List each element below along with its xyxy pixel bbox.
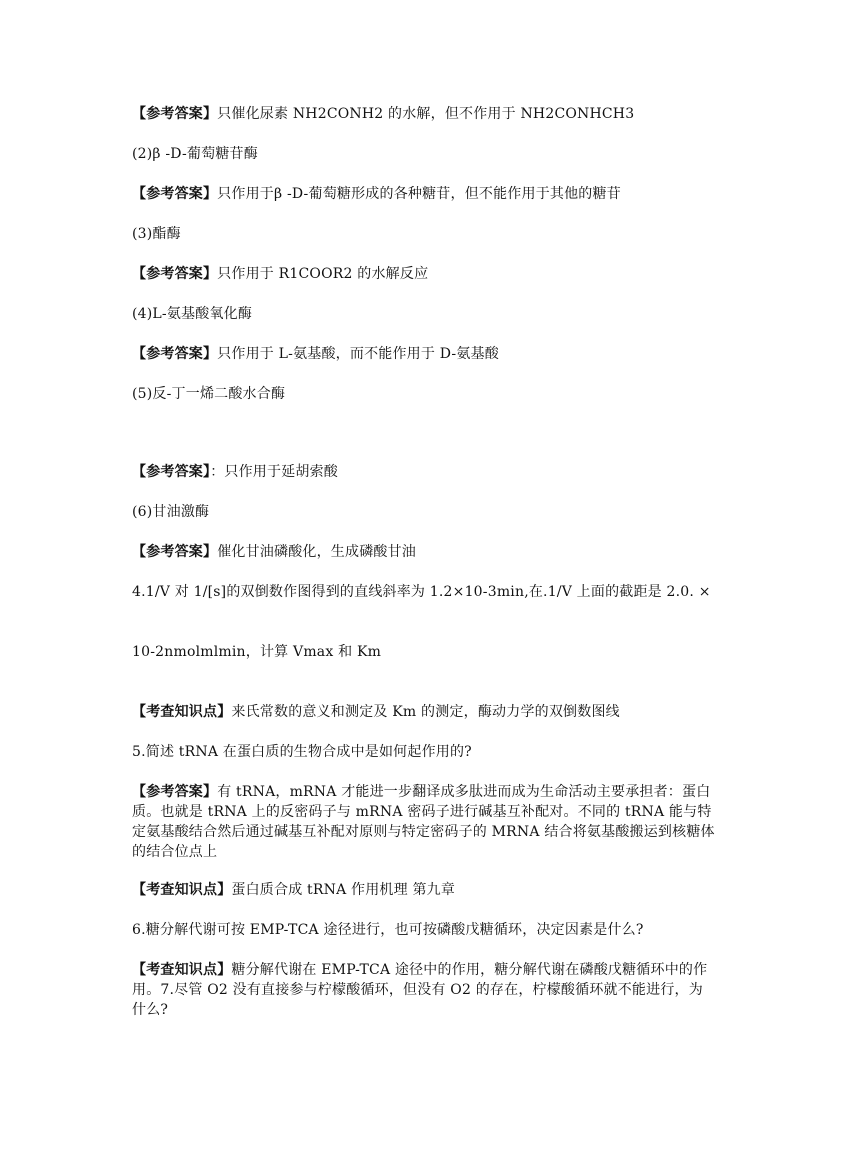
answer-text: ：只作用于延胡索酸 bbox=[210, 464, 339, 480]
question-item-4 bbox=[132, 304, 716, 324]
question-text: (5)反-丁一烯二酸水合酶 bbox=[132, 386, 286, 402]
knowledge-point-line-1 bbox=[132, 702, 716, 722]
answer-tag: 【参考答案】 bbox=[132, 464, 211, 480]
answer-text: 只作用于 L-氨基酸，而不能作用于 D-氨基酸 bbox=[217, 346, 499, 362]
answer-text: 有 tRNA，mRNA 才能进一步翻译成多肽进而成为生命活动主要承担者：蛋白质。也就是 tRNA 上的反密码子与 mRNA 密码子进行碱基互补配对。不同的 tRNA 能与特定氨基酸结合然后通过碱基互补配对原则与特定密码子的 MRNA 结合将氨基酸搬运到核糖体的结合位点上 bbox=[132, 784, 715, 860]
answer-text: 只作用于 R1COOR2 的水解反应 bbox=[217, 266, 429, 282]
question-4 bbox=[132, 582, 716, 602]
knowledge-tag: 【考查知识点】 bbox=[132, 962, 232, 978]
answer-tag: 【参考答案】 bbox=[132, 346, 218, 362]
question-text: 4.1/V 对 1/[s]的双倒数作图得到的直线斜率为 1.2×10-3min,在.1/V 上面的截距是 2.0. × bbox=[132, 584, 711, 600]
answer-tag: 【参考答案】 bbox=[132, 784, 218, 800]
knowledge-point-paragraph-6 bbox=[132, 960, 716, 1020]
answer-tag: 【参考答案】 bbox=[132, 106, 218, 122]
answer-text: 只作用于β -D-葡萄糖形成的各种糖苷，但不能作用于其他的糖苷 bbox=[217, 186, 621, 202]
question-item-5 bbox=[132, 384, 716, 404]
question-6 bbox=[132, 920, 716, 940]
knowledge-point-line-2 bbox=[132, 880, 716, 900]
question-item-3 bbox=[132, 224, 716, 244]
knowledge-tag: 【考查知识点】 bbox=[132, 882, 232, 898]
answer-line-3 bbox=[132, 264, 716, 284]
question-4-continued bbox=[132, 642, 716, 662]
knowledge-text: 糖分解代谢在 EMP-TCA 途径中的作用，糖分解代谢在磷酸戊糖循环中的作用。7.尽管 O2 没有直接参与柠檬酸循环，但没有 O2 的存在，柠檬酸循环就不能进行，为什么? bbox=[132, 962, 708, 1018]
answer-paragraph-5 bbox=[132, 782, 716, 862]
question-text: (4)L-氨基酸氧化酶 bbox=[132, 306, 253, 322]
answer-line-6 bbox=[132, 542, 716, 562]
question-5 bbox=[132, 742, 716, 762]
question-text: (2)β -D-葡萄糖苷酶 bbox=[132, 146, 258, 162]
question-item-6 bbox=[132, 502, 716, 522]
answer-line-4 bbox=[132, 344, 716, 364]
answer-line-5 bbox=[132, 462, 716, 482]
question-text: (3)酯酶 bbox=[132, 226, 181, 242]
question-text: 5.简述 tRNA 在蛋白质的生物合成中是如何起作用的? bbox=[132, 744, 472, 760]
knowledge-text: 蛋白质合成 tRNA 作用机理 第九章 bbox=[231, 882, 456, 898]
knowledge-tag: 【考查知识点】 bbox=[132, 704, 232, 720]
answer-line-1 bbox=[132, 104, 716, 124]
question-text: 10-2nmolmlmin，计算 Vmax 和 Km bbox=[132, 644, 382, 660]
answer-text: 只催化尿素 NH2CONH2 的水解，但不作用于 NH2CONHCH3 bbox=[217, 106, 635, 122]
question-text: 6.糖分解代谢可按 EMP-TCA 途径进行，也可按磷酸戊糖循环，决定因素是什么? bbox=[132, 922, 644, 938]
question-text: (6)甘油激酶 bbox=[132, 504, 210, 520]
answer-tag: 【参考答案】 bbox=[132, 544, 218, 560]
answer-tag: 【参考答案】 bbox=[132, 266, 218, 282]
knowledge-text: 来氏常数的意义和测定及 Km 的测定，酶动力学的双倒数图线 bbox=[231, 704, 620, 720]
answer-text: 催化甘油磷酸化，生成磷酸甘油 bbox=[217, 544, 417, 560]
answer-line-2 bbox=[132, 184, 716, 204]
question-item-2 bbox=[132, 144, 716, 164]
answer-tag: 【参考答案】 bbox=[132, 186, 218, 202]
